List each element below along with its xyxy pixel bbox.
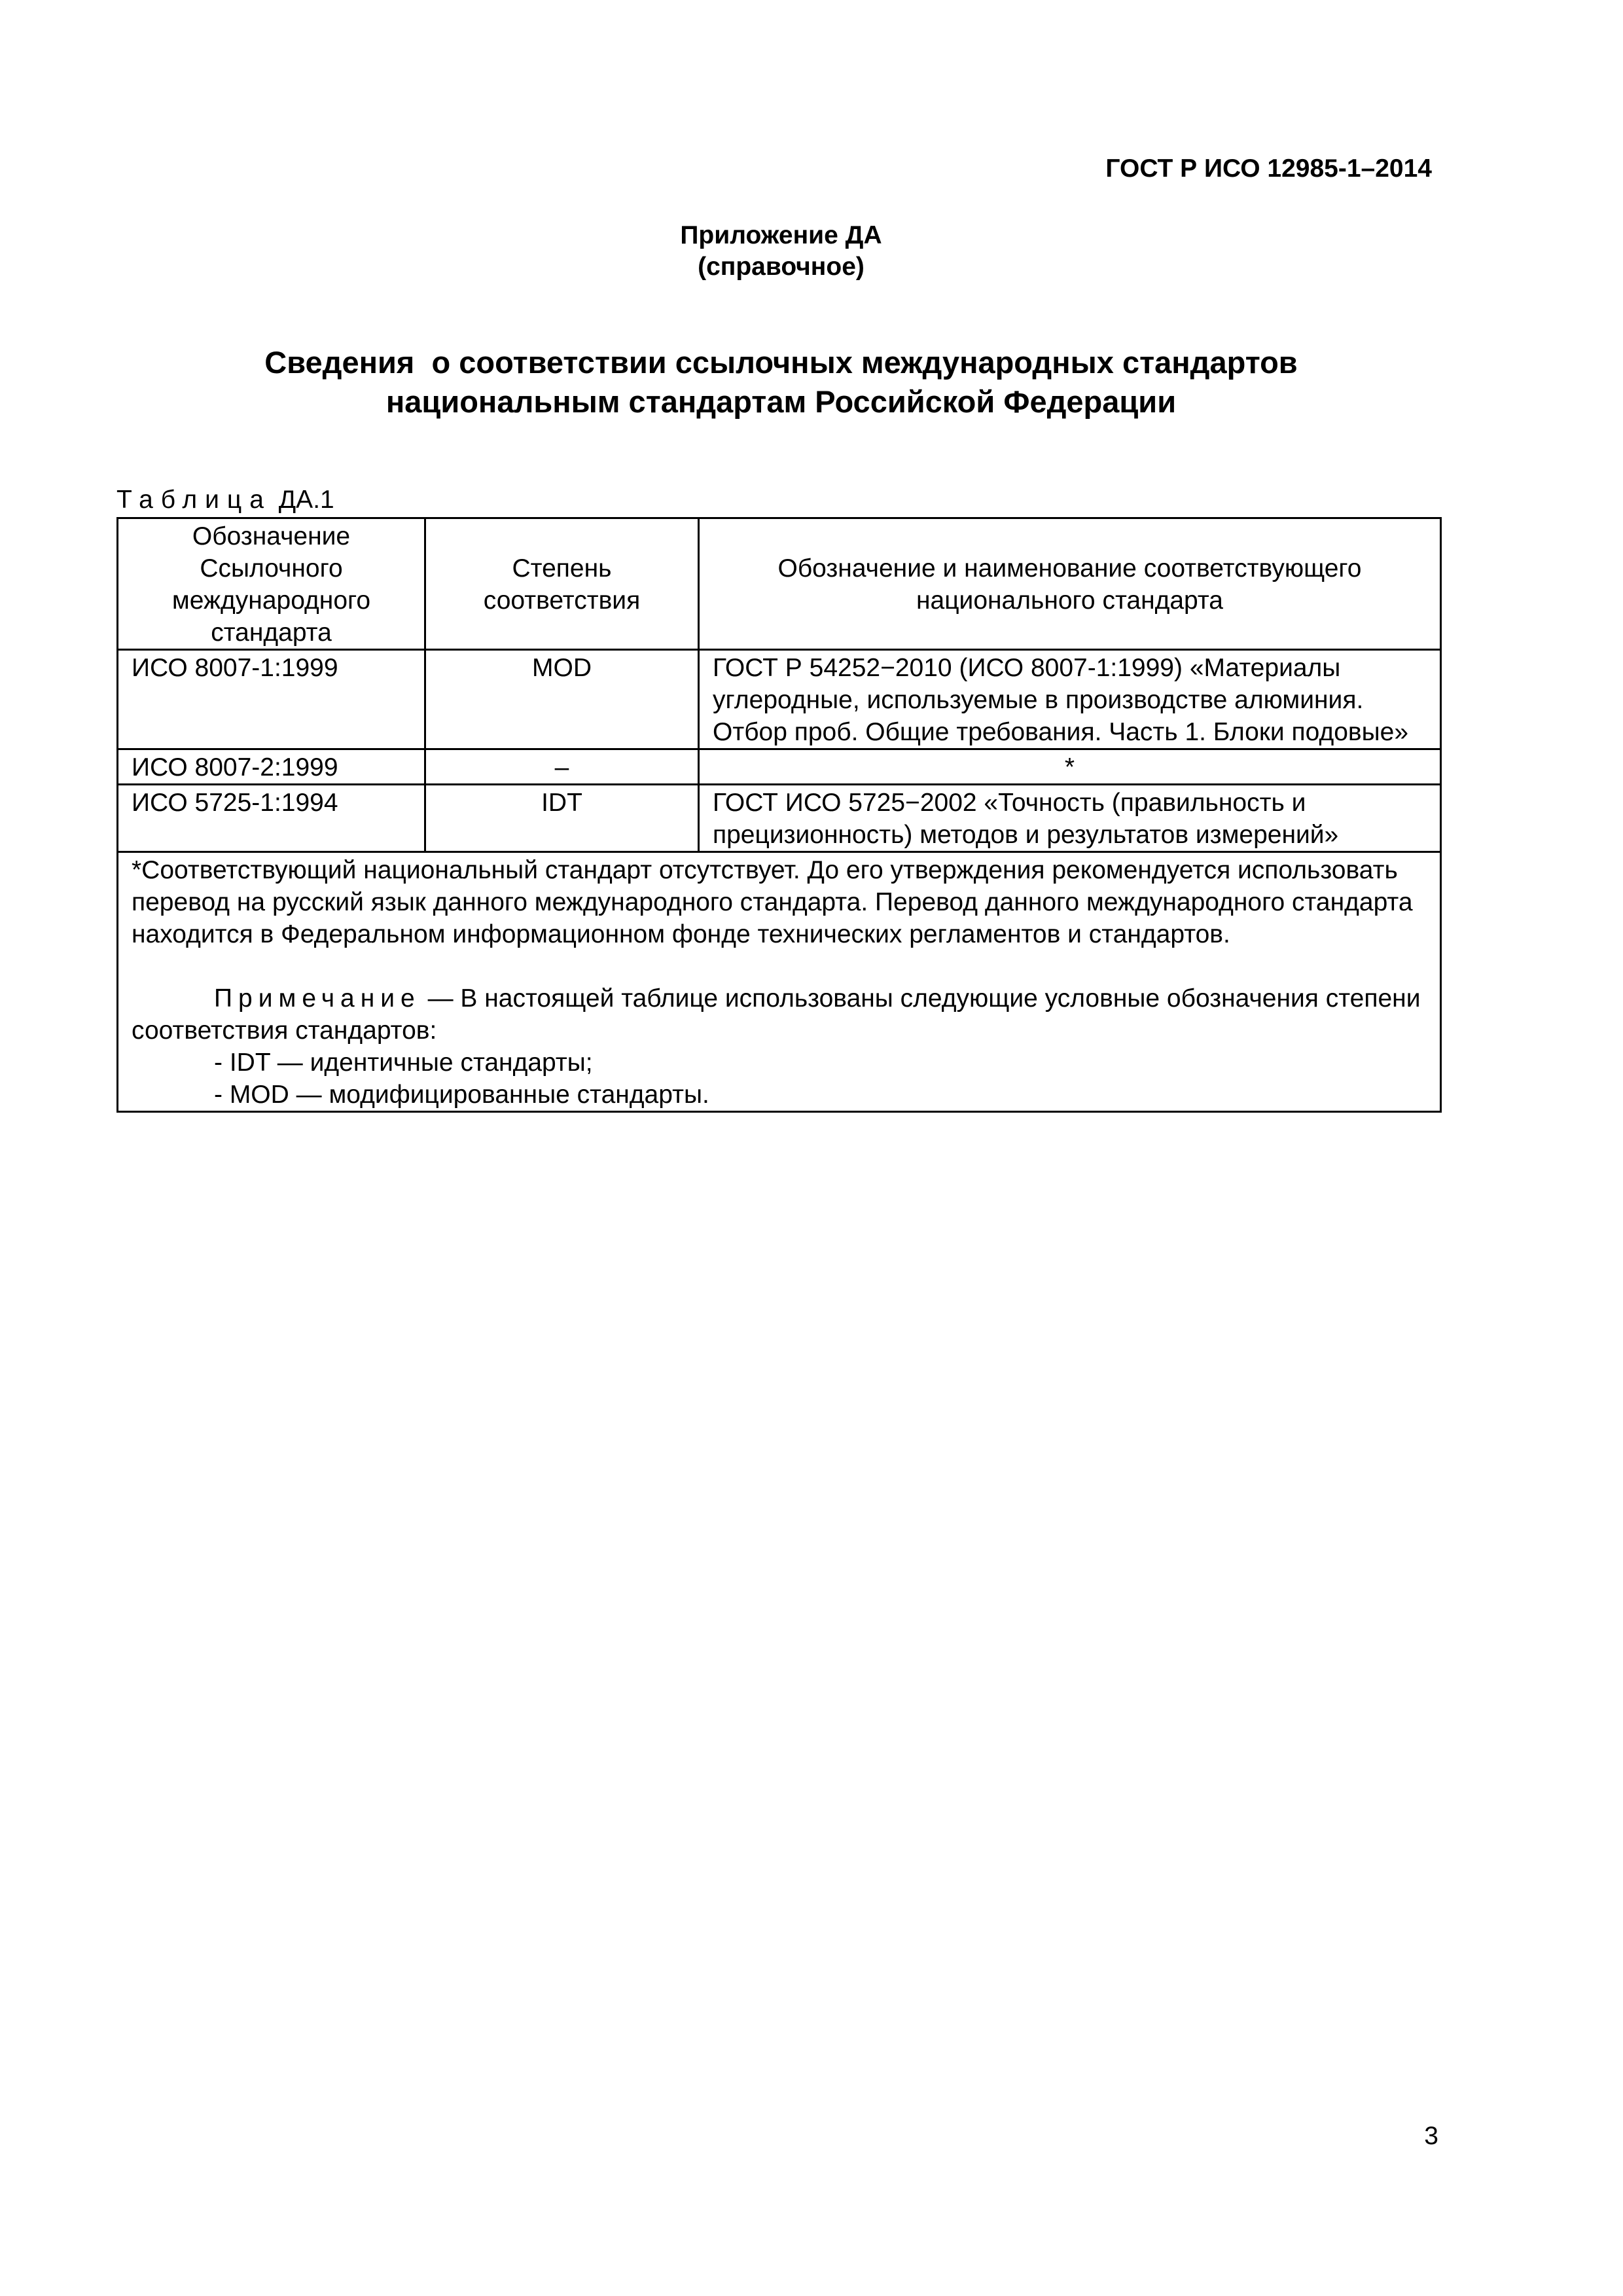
header-line: Степень bbox=[512, 554, 612, 583]
cell-degree: – bbox=[425, 749, 699, 785]
section-title-line-2: национальным стандартам Российской Федерации bbox=[385, 384, 1177, 419]
header-line: Ссылочного bbox=[200, 554, 343, 583]
section-title bbox=[0, 343, 1562, 422]
cell-reference: ИСО 8007-1:1999 bbox=[118, 650, 425, 749]
cell-national: ГОСТ Р 54252−2010 (ИСО 8007-1:1999) «Материалы углеродные, используемые в производстве алюминия. Отбор проб. Общие требования. Часть 1. Блоки подовые» bbox=[699, 650, 1441, 749]
cell-reference: ИСО 5725-1:1994 bbox=[118, 785, 425, 852]
header-line: Обозначение и наименование соответствующего bbox=[777, 554, 1362, 583]
page-number: 3 bbox=[1424, 2122, 1438, 2150]
cell-national: ГОСТ ИСО 5725−2002 «Точность (правильность и прецизионность) методов и результатов измерений» bbox=[699, 785, 1441, 852]
appendix-label: Приложение ДА bbox=[680, 221, 882, 249]
document-code: ГОСТ Р ИСО 12985-1–2014 bbox=[1105, 154, 1432, 183]
header-line: Обозначение bbox=[192, 522, 351, 550]
note-item-idt: - IDT — идентичные стандарты; bbox=[214, 1049, 593, 1077]
table-row bbox=[118, 785, 1441, 852]
table-footnote: *Соответствующий национальный стандарт отсутствует. До его утверждения рекомендуется использовать перевод на русский язык данного международного стандарта. Перевод данного международного стандарта находится в Федеральном информационном фонде технических регламентов и стандартов. bbox=[132, 856, 1413, 948]
cell-degree: MOD bbox=[425, 650, 699, 749]
table-row bbox=[118, 749, 1441, 785]
header-line: международного bbox=[171, 586, 371, 615]
table-footer-row bbox=[118, 852, 1441, 1112]
header-line: национального стандарта bbox=[916, 586, 1223, 615]
table-caption bbox=[116, 486, 334, 514]
header-degree bbox=[425, 518, 699, 650]
note-word: Примечание bbox=[214, 984, 421, 1013]
cell-national: * bbox=[699, 749, 1441, 785]
table-caption-number: ДА.1 bbox=[278, 486, 334, 514]
header-national-standard bbox=[699, 518, 1441, 650]
note-item-mod: - MOD — модифицированные стандарты. bbox=[214, 1081, 709, 1109]
correspondence-table bbox=[116, 517, 1442, 1113]
appendix-type: (справочное) bbox=[698, 253, 865, 281]
table-footer-cell bbox=[118, 852, 1441, 1112]
appendix-heading bbox=[0, 220, 1562, 283]
cell-reference: ИСО 8007-2:1999 bbox=[118, 749, 425, 785]
header-line: соответствия bbox=[483, 586, 641, 615]
note-text: — В настоящей таблице использованы следующие условные обозначения степени соответствия стандартов: bbox=[132, 984, 1421, 1045]
table-header-row bbox=[118, 518, 1441, 650]
table-row bbox=[118, 650, 1441, 749]
section-title-line-1: Сведения о соответствии ссылочных международных стандартов bbox=[264, 345, 1298, 380]
header-line: стандарта bbox=[211, 619, 332, 647]
table-note bbox=[132, 982, 1427, 1047]
table-caption-word: Таблица bbox=[116, 486, 272, 514]
cell-degree: IDT bbox=[425, 785, 699, 852]
header-reference-standard bbox=[118, 518, 425, 650]
